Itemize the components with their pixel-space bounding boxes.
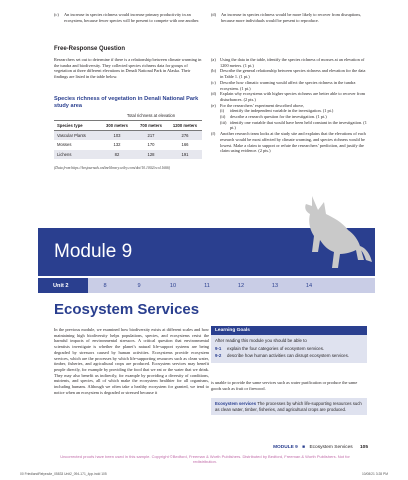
table-row	[54, 150, 202, 160]
table-cell: Lichens	[57, 152, 72, 158]
footer-module: MODULE 9	[273, 445, 298, 450]
question-e: (e) For the researchers’ experiment described above,	[211, 102, 305, 108]
definition-text: The processes by which life-supporting resources such as clean water, timber, fisheries, and agricultural crops are produced.	[215, 401, 362, 412]
footer-bullet: ■	[302, 445, 306, 450]
column-header: 700 meters	[140, 122, 162, 128]
frq-heading: Free-Response Question	[54, 46, 126, 52]
table-cell: 276	[181, 132, 189, 138]
frq-intro: Researchers set out to determine if there is a relationship between climate warming in the tundra and biodiversity. They collected species richness data for groups of vegetation at three different elevations in Denali National Park in Alaska. Their findings are listed in the table below.	[54, 57, 202, 80]
question-a: (a) Using the data in the table, identify the species richness of mosses at an elevation of 1200 meters. (1 pt.)	[211, 57, 365, 68]
unit-label: Unit 2	[38, 278, 88, 293]
table-cell: 217	[147, 132, 155, 138]
answer-option-d: (d) An increase in species richness would be more likely to recover from disruptions, because more individuals would be present to reproduce.	[211, 12, 362, 23]
unit-nav-number[interactable]: 13	[271, 282, 279, 289]
slug-date: 10/08/21 3:28 PM	[361, 472, 388, 476]
unit-nav-number[interactable]: 10	[169, 282, 177, 289]
body-text-left: In the previous module, we examined how biodiversity exists at different scales and how maintaining high biodiversity helps populations, species, and ecosystems resist the harmful impacts of environmental stressors. A critical question that environmental scientists investigate is whether the planet’s natural life-support systems are being degraded by stressors caused by human activities. Ecosystems provide ecosystem services, which are the processes by which life-supporting resources such as clean water, timber, fisheries, and agricultural crops are produced. Ecosystem services may benefit people directly, for example by providing the food that we eat or the water that we drink. They may also benefit us indirectly, for example by providing a diversity of conditions, nutrients, and species, all of which make the ecosystem healthier for all organisms, including humans. Although we often take a healthy ecosystem for granted, we tend to notice when an ecosystem is degraded or stressed because it	[54, 327, 209, 395]
table-source: (Data from https://besjournals.onlinelibrary.wiley.com/doi/10.1002/ecol.1666)	[54, 166, 171, 170]
page-number: 105	[359, 445, 368, 450]
table-cell: 170	[147, 142, 155, 148]
table-span-header: Total richness at elevation	[54, 113, 202, 121]
subquestion-i: (i) identify the independent variable in the investigation. (1 pt.)	[220, 108, 334, 114]
table-cell: 166	[181, 142, 189, 148]
table-cell: 82	[114, 152, 120, 158]
question-b: (b) Describe the general relationship between species richness and elevation for the data in Table 1. (1 pt.)	[211, 68, 366, 80]
column-header: 1200 meters	[172, 122, 198, 128]
print-slug	[20, 472, 388, 476]
subquestion-ii: (ii) describe a research question for the investigation. (1 pt.)	[220, 114, 327, 120]
table-title: Species richness of vegetation in Denali National Park study area	[54, 96, 199, 109]
slug-file: 00 FriedlandRelyea4e_05833 Unit2_094-171_4pp.indd 105	[20, 472, 107, 476]
body-text-right: is unable to provide the same services such as water purification or produce the same goods such as fruit or firewood.	[211, 380, 358, 391]
definition-term: Ecosystem services	[215, 401, 257, 406]
question-d: (d) Explain why ecosystems with higher species richness are better able to recover from disturbances. (2 pts.)	[211, 91, 366, 102]
unit-nav-number[interactable]: 14	[305, 282, 313, 289]
frq-questions	[211, 57, 367, 154]
table-cell: Mosses	[57, 142, 72, 148]
wolf-silhouette-icon	[298, 188, 376, 272]
definition-box	[211, 398, 367, 415]
learning-goal: 9-1 explain the four categories of ecosystem services.	[215, 345, 325, 351]
unit-nav-number[interactable]: 9	[137, 282, 141, 289]
learning-goals-heading: Learning Goals	[211, 326, 367, 335]
table-header-row	[54, 121, 202, 131]
table-cell: 132	[113, 142, 121, 148]
unit-nav-bar	[38, 278, 375, 293]
unit-nav-number[interactable]: 11	[204, 282, 210, 289]
answer-option-c: (c) An increase in species richness would increase primary productivity in an ecosystem, because fewer species will be present to compete with one another.	[54, 12, 200, 23]
table-cell: Vascular Plants	[57, 132, 86, 138]
table-cell: 191	[181, 152, 189, 158]
unit-nav-number[interactable]: 8	[103, 282, 107, 289]
question-c: (c) Describe how climatic warming would affect the species richness in the tundra ecosystem. (1 pt.)	[211, 79, 356, 91]
table-row	[54, 140, 202, 150]
learning-goals-intro: After reading this module you should be able to	[215, 338, 307, 343]
section-title: Ecosystem Services	[54, 301, 200, 318]
question-f: (f) Another research team looks at the study site and explains that the elevations of each research would be most affected by climate warming, and species richness would be lowest. Make a claim to support or refute the researchers’ prediction, and justify the claim using evidence. (2 pts.)	[211, 131, 366, 154]
unit-nav-number[interactable]: 12	[237, 282, 245, 289]
footer-title: Ecosystem Services	[309, 445, 353, 450]
learning-goal: 9-2 describe how human activities can disrupt ecosystem services.	[215, 353, 350, 359]
page-footer	[273, 445, 368, 450]
table-row	[54, 131, 202, 141]
column-header: Species type	[57, 122, 83, 128]
subquestion-iii: (iii) identify one variable that would have been held constant in the investigation. (1 pt.)	[220, 119, 367, 131]
copyright-notice: Uncorrected proofs have been used in this sample. Copyright ©Bedford, Freeman & Worth Publishers. Distributed by Bedford, Freeman & Worth Publishers. Not for redistribution.	[60, 454, 350, 465]
column-header: 300 meters	[106, 122, 128, 128]
module-title: Module 9	[54, 241, 133, 262]
table-cell: 103	[113, 132, 121, 138]
table-cell: 128	[147, 152, 155, 158]
learning-goals-box	[211, 326, 367, 363]
species-richness-table	[54, 113, 202, 159]
